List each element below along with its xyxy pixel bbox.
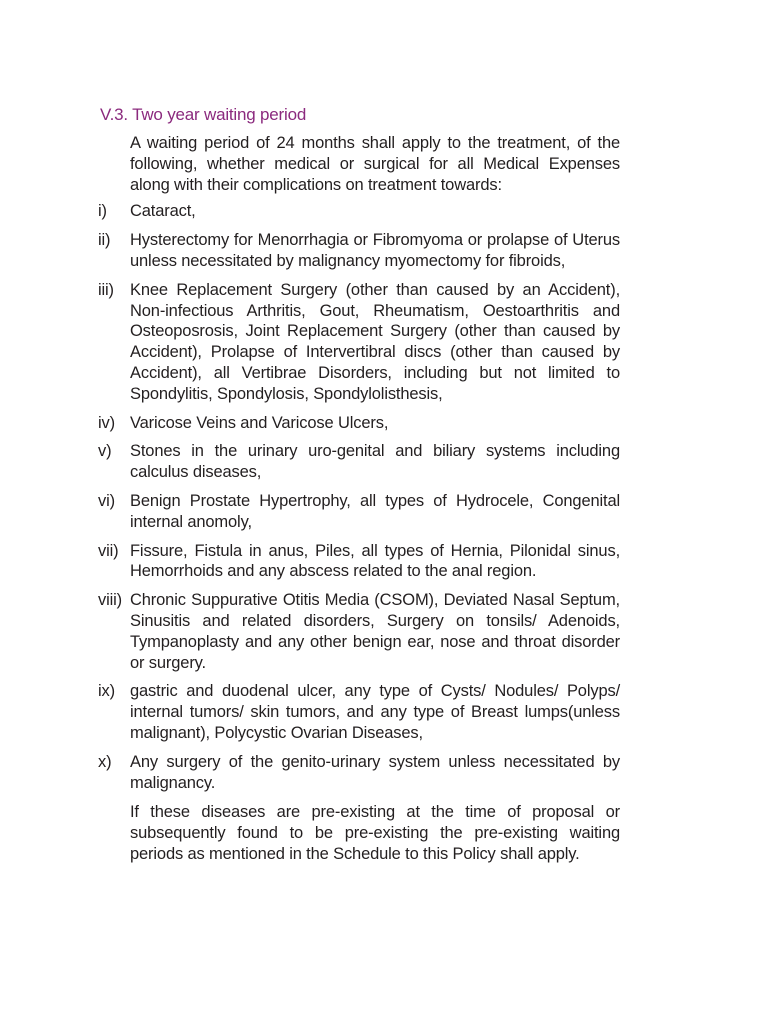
list-item	[98, 752, 620, 794]
intro-paragraph: A waiting period of 24 months shall apply to the treatment, of the following, whether medical or surgical for all Medical Expenses along with their complications on treatment towards:	[130, 134, 620, 194]
list-item-text: Hysterectomy for Menorrhagia or Fibromyoma or prolapse of Uterus unless necessitated by malignancy myomectomy for fibroids,	[130, 231, 620, 270]
list-item	[98, 201, 620, 222]
list-item	[98, 590, 620, 673]
list-marker: i)	[98, 202, 107, 221]
list-marker: ii)	[98, 231, 111, 250]
list-item-text: Any surgery of the genito-urinary system unless necessitated by malignancy.	[130, 752, 620, 792]
list-marker: iii)	[98, 280, 114, 299]
list-item	[98, 280, 620, 405]
list-item-text: Varicose Veins and Varicose Ulcers,	[130, 413, 389, 432]
list-item	[98, 230, 620, 272]
list-marker: ix)	[98, 682, 115, 701]
list-item	[98, 491, 620, 533]
list-item	[98, 681, 620, 743]
list-marker: vii)	[98, 541, 119, 560]
list-item-text: Benign Prostate Hypertrophy, all types of Hydrocele, Congenital internal anomoly,	[130, 491, 620, 531]
section-body	[98, 133, 620, 865]
list-marker: v)	[98, 442, 112, 461]
section-heading	[100, 104, 306, 126]
list-item	[98, 541, 620, 583]
list-item	[98, 413, 620, 434]
list-marker: viii)	[98, 591, 122, 610]
list-item-text: Chronic Suppurative Otitis Media (CSOM), Deviated Nasal Septum, Sinusitis and related disorders, Surgery on tonsils/ Adenoids, Tympanoplasty and any other benign ear, nose and throat disorder or surgery.	[130, 591, 620, 672]
list-item-text: Cataract,	[130, 202, 196, 221]
list-item-text: gastric and duodenal ulcer, any type of Cysts/ Nodules/ Polyps/ internal tumors/ skin tumors, and any type of Breast lumps(unless malignant), Polycystic Ovarian Diseases,	[130, 682, 620, 742]
section-number: V.3.	[100, 105, 128, 124]
list-marker: x)	[98, 752, 112, 771]
closing-paragraph: If these diseases are pre-existing at the time of proposal or subsequently found to be pre-existing the pre-existing waiting periods as mentioned in the Schedule to this Policy shall apply.	[130, 803, 620, 863]
list-item-text: Fissure, Fistula in anus, Piles, all types of Hernia, Pilonidal sinus, Hemorrhoids and any abscess related to the anal region.	[130, 541, 620, 581]
list-item-text: Stones in the urinary uro-genital and biliary systems including calculus diseases,	[130, 442, 620, 482]
list-marker: vi)	[98, 491, 115, 510]
list-marker: iv)	[98, 413, 115, 432]
list-item	[98, 441, 620, 483]
section-title: Two year waiting period	[132, 105, 307, 124]
list-item-text: Knee Replacement Surgery (other than caused by an Accident), Non-infectious Arthritis, Gout, Rheumatism, Oestoarthritis and Osteoposrosis, Joint Replacement Surgery (other than caused by Accident), Prolapse of Intervertibral discs (other than caused by Accident), all Vertibrae Disorders, including but not limited to Spondylitis, Spondylosis, Spondylolisthesis,	[130, 280, 620, 403]
